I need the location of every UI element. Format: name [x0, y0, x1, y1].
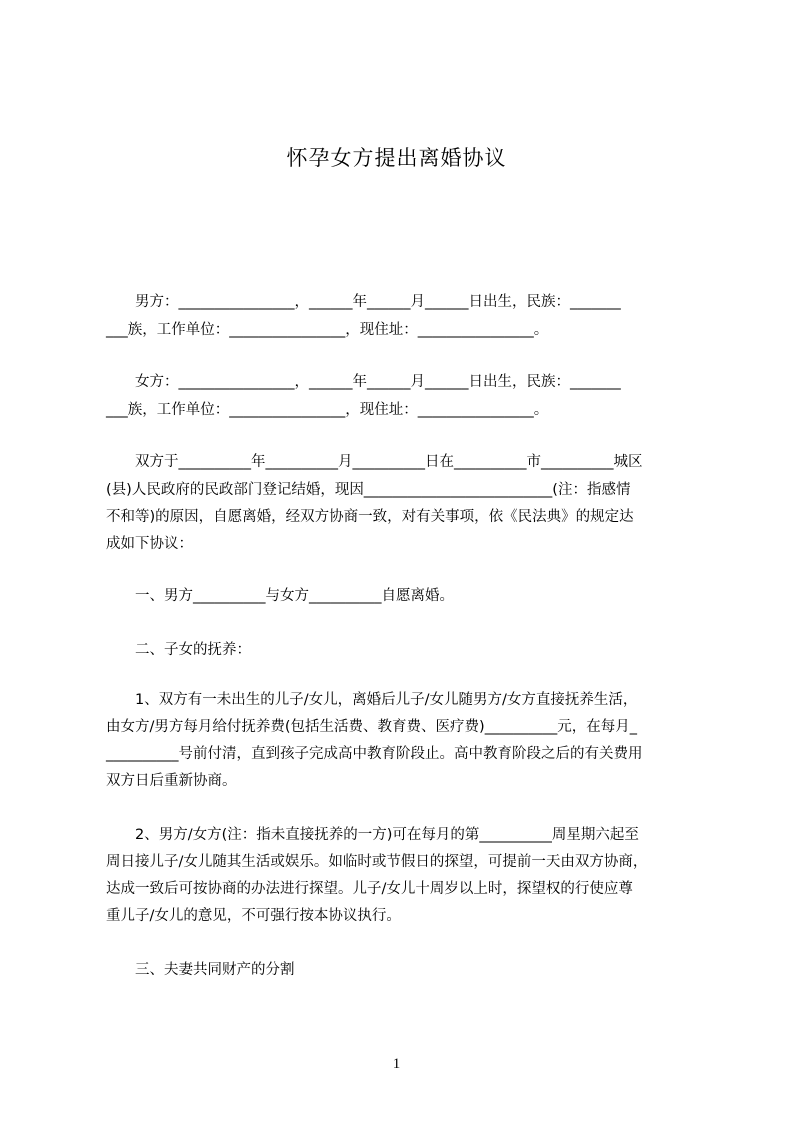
text-line: 不和等)的原因，自愿离婚，经双方协商一致，对有关事项，依《民法典》的规定达: [106, 509, 634, 525]
text-line: ___族，工作单位：________________，现住址：________________。: [106, 322, 549, 338]
text-line: 2、男方/女方(注：指未直接抚养的一方)可在每月的第__________周星期六起至: [106, 827, 639, 843]
text-line: 女方：________________，______年______月______日出生，民族：_______: [106, 374, 621, 390]
text-line: 1、双方有一未出生的儿子/女儿，离婚后儿子/女儿随男方/女方直接抚养生活，: [106, 692, 638, 708]
text-line: 双方日后重新协商。: [106, 773, 237, 789]
text-line: 成如下协议：: [106, 536, 193, 552]
text-line: 由女方/男方每月给付抚养费(包括生活费、教育费、医疗费)__________元，在每月_: [106, 719, 637, 735]
text-line: 三、夫妻共同财产的分割: [106, 962, 295, 978]
text-line: (县)人民政府的民政部门登记结婚，现因__________________________(注：指感情: [106, 482, 631, 498]
document-title: 怀孕女方提出离婚协议: [286, 146, 507, 170]
page-number: 1: [392, 1056, 401, 1072]
text-line: ___族，工作单位：________________，现住址：________________。: [106, 402, 549, 418]
text-line: 周日接儿子/女儿随其生活或娱乐。如临时或节假日的探望，可提前一天由双方协商，: [106, 854, 648, 870]
text-line: 重儿子/女儿的意见，不可强行按本协议执行。: [106, 908, 401, 924]
text-line: 男方：________________，______年______月______日出生，民族：_______: [106, 294, 621, 310]
text-line: 达成一致后可按协商的办法进行探望。儿子/女儿十周岁以上时，探望权的行使应尊: [106, 881, 633, 897]
text-line: 二、子女的抚养：: [106, 642, 251, 658]
text-line: 一、男方__________与女方__________自愿离婚。: [106, 588, 454, 604]
text-line: 双方于__________年__________月__________日在__________市__________城区: [106, 454, 643, 470]
text-line: __________号前付清，直到孩子完成高中教育阶段止。高中教育阶段之后的有关费用: [106, 746, 643, 762]
